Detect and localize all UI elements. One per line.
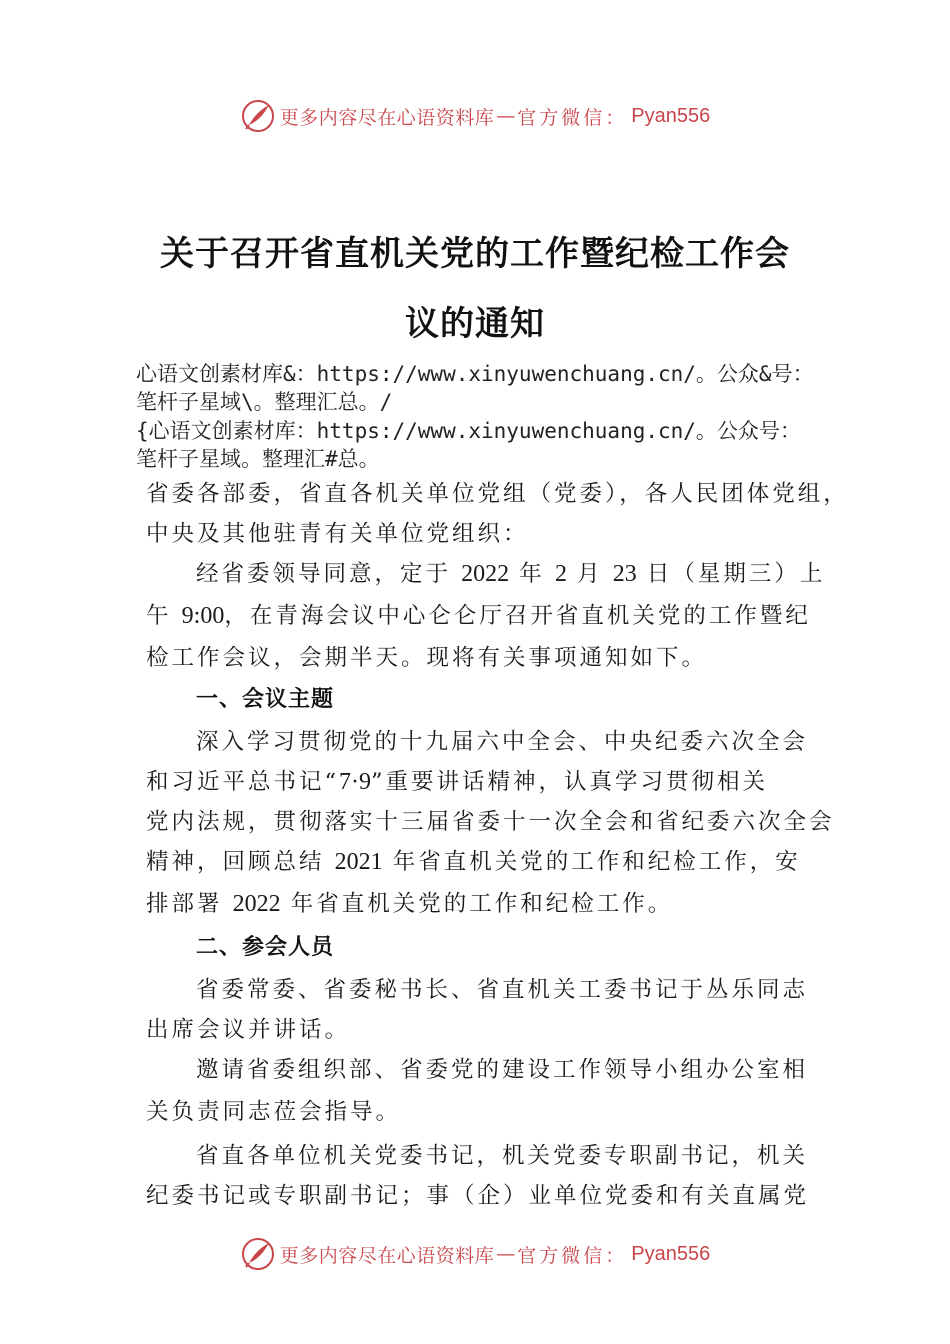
promo-line-1: 心语文创素材库&：https://www.xinyuwenchuang.cn/。公众&号： (136, 362, 814, 386)
intro-line-2: 午 9:00，在青海会议中心仑仑厅召开省直机关党的工作暨纪 (146, 603, 811, 629)
section1-line-3: 党内法规，贯彻落实十三届省委十一次全会和省纪委六次全会 (146, 809, 835, 835)
section2-p2-line-2: 关负责同志莅会指导。 (146, 1099, 402, 1125)
section2-p2-line-1: 邀请省委组织部、省委党的建设工作领导小组办公室相 (196, 1057, 809, 1083)
section1-line-4: 精神，回顾总结 2021 年省直机关党的工作和纪检工作，安 (146, 849, 801, 875)
banner-dash: — (496, 1243, 516, 1265)
section2-p3-line-2: 纪委书记或专职副书记；事（企）业单位党委和有关直属党 (146, 1183, 810, 1209)
promo-line-3: {心语文创素材库：https://www.xinyuwenchuang.cn/。公众号： (136, 419, 801, 443)
addressee-line-1: 省委各部委，省直各机关单位党组（党委），各人民团体党组， (146, 481, 849, 507)
section2-p1-line-1: 省委常委、省委秘书长、省直机关工委书记于丛乐同志 (196, 977, 809, 1003)
quill-logo-icon (240, 98, 276, 134)
footer-watermark-banner (0, 1234, 950, 1274)
banner-wechat-id: Pyan556 (631, 1242, 711, 1265)
promo-line-2: 笔杆子星域\。整理汇总。/ (136, 390, 393, 414)
banner-wechat-label: 官方微信： (517, 106, 628, 129)
section1-line-2: 和习近平总书记“7·9”重要讲话精神，认真学习贯彻相关 (146, 769, 769, 795)
quill-logo-icon (240, 1236, 276, 1272)
section2-p1-line-2: 出席会议并讲话。 (146, 1017, 351, 1043)
section-heading-1: 一、会议主题 (196, 687, 335, 712)
document-title-line2: 议的通知 (405, 304, 545, 344)
section2-p3-line-1: 省直各单位机关党委书记，机关党委专职副书记，机关 (196, 1143, 809, 1169)
banner-brand: 更多内容尽在心语资料库 (279, 1244, 495, 1267)
banner-wechat-id: Pyan556 (631, 104, 711, 127)
banner-wechat-label: 官方微信： (517, 1244, 628, 1267)
banner-dash: — (496, 105, 516, 127)
banner-brand: 更多内容尽在心语资料库 (279, 106, 495, 129)
section1-line-5: 排部署 2022 年省直机关党的工作和纪检工作。 (146, 891, 674, 917)
document-title-line1: 关于召开省直机关党的工作暨纪检工作会 (160, 234, 790, 274)
intro-line-3: 检工作会议，会期半天。现将有关事项通知如下。 (146, 645, 708, 671)
header-watermark-banner (0, 96, 950, 136)
promo-line-4: 笔杆子星域。整理汇#总。 (136, 447, 380, 471)
addressee-line-2: 中央及其他驻青有关单位党组织： (146, 521, 529, 547)
section1-line-1: 深入学习贯彻党的十九届六中全会、中央纪委六次全会 (196, 729, 809, 755)
intro-line-1: 经省委领导同意，定于 2022 年 2 月 23 日（星期三）上 (196, 561, 826, 587)
section-heading-2: 二、参会人员 (196, 935, 335, 960)
